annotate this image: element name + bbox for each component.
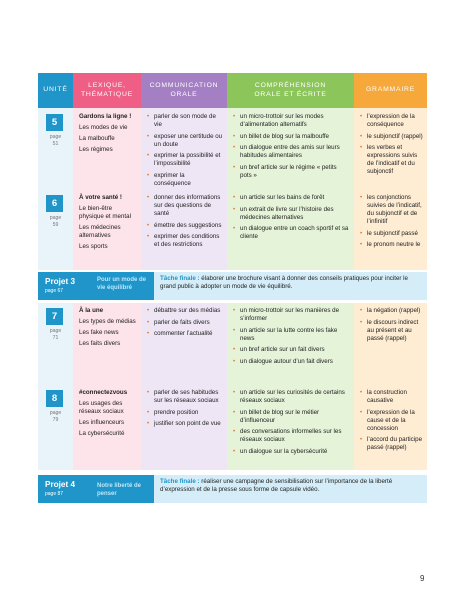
header-comprehension-line2: ORALE ET ÉCRITE	[254, 90, 327, 98]
header-comprehension-line1: COMPRÉHENSION	[254, 82, 327, 90]
unit-number-badge: 8	[46, 390, 63, 407]
lexique-item: Les influenceurs	[79, 419, 125, 427]
task-label: Tâche finale :	[160, 478, 200, 485]
header-unit-label: UNITÉ	[43, 86, 68, 94]
communication-item: • parler de ses habitudes sur les réseaux sociaux	[147, 389, 223, 405]
comprehension-item: • des conversations informelles sur les réseaux sociaux	[233, 428, 350, 444]
lexique-item: Les usages des réseaux sociaux	[79, 400, 124, 416]
communication-item: • émettre des suggestions	[147, 222, 223, 230]
projet-4-row	[38, 475, 427, 503]
unit-8-cell	[38, 385, 73, 470]
comprehension-item: • un billet de blog sur le métier d’influenceur	[233, 409, 350, 425]
lexique-item: Les médecines alternatives	[79, 224, 121, 240]
unit-5-comprehension	[227, 108, 354, 190]
unit-title: #connectezvous	[79, 389, 128, 396]
unit-number-badge: 7	[46, 308, 63, 325]
comprehension-item: • un dialogue entre des amis sur leurs habitudes alimentaires	[233, 144, 350, 160]
grammaire-item: • l’expression de la cause et de la concession	[360, 409, 424, 433]
communication-item: • commenter l’actualité	[147, 330, 223, 338]
unit-6-grammaire	[354, 190, 427, 270]
unit-page-ref: page 59	[49, 215, 62, 228]
unit-6-communication	[141, 190, 227, 270]
unit-7-grammaire	[354, 303, 427, 385]
projet-3-task	[154, 272, 427, 300]
comprehension-item: • un article sur les curiosités de certains réseaux sociaux	[233, 389, 350, 405]
comprehension-item: • un billet de blog sur la malbouffe	[233, 133, 350, 141]
comprehension-item: • un article sur la lutte contre les fake news	[233, 327, 350, 343]
comprehension-item: • un dialogue sur la cybersécurité	[233, 448, 350, 456]
projet-page: page 87	[45, 491, 64, 497]
unit-5-communication	[141, 108, 227, 190]
communication-item: • parler de faits divers	[147, 319, 223, 327]
comprehension-item: • un micro-trottoir sur les modes d’alimentation alternatifs	[233, 113, 350, 129]
projet-title: Notre liberté de penser	[97, 483, 142, 497]
header-communication	[141, 73, 227, 108]
projet-name: Projet 4	[45, 480, 76, 489]
communication-item: • exprimer la conséquence	[147, 172, 223, 188]
unit-page-ref: page 71	[49, 328, 62, 341]
unit-number-badge: 5	[46, 114, 63, 131]
unit-7-lexique	[73, 303, 141, 385]
communication-item: • donner des informations sur des questions de santé	[147, 194, 223, 218]
communication-item: • exprimer la possibilité et l’impossibilité	[147, 152, 223, 168]
lexique-item: Les fake news	[79, 329, 119, 337]
header-lexique	[73, 73, 141, 108]
projet-4-task	[154, 475, 427, 503]
grammaire-item: • le subjonctif (rappel)	[360, 133, 424, 141]
unit-7-comprehension	[227, 303, 354, 385]
header-grammaire	[354, 73, 427, 108]
grammaire-item: • la construction causative	[360, 389, 424, 405]
unit-7-cell	[38, 303, 73, 385]
communication-item: • prendre position	[147, 409, 223, 417]
communication-item: • parler de son mode de vie	[147, 113, 223, 129]
unit-8-communication	[141, 385, 227, 470]
lexique-item: Les régimes	[79, 146, 113, 154]
unit-6-comprehension	[227, 190, 354, 270]
header-comprehension	[227, 73, 354, 108]
communication-item: • exprimer des conditions et des restrictions	[147, 233, 223, 249]
unit-6-cell	[38, 190, 73, 270]
communication-item: • justifier son point de vue	[147, 420, 223, 428]
unit-5-cell	[38, 108, 73, 190]
unit-page-ref: page 51	[49, 134, 62, 147]
task-label: Tâche finale :	[160, 275, 200, 282]
grammaire-item: • le subjonctif passé	[360, 230, 424, 238]
unit-page-ref: page 79	[49, 410, 62, 423]
lexique-item: La malbouffe	[79, 135, 115, 143]
header-communication-line1: COMMUNICATION	[149, 82, 219, 90]
unit-8-comprehension	[227, 385, 354, 470]
communication-item: • débattre sur des médias	[147, 307, 223, 315]
projet-name: Projet 3	[45, 277, 76, 286]
projet-4-banner	[38, 475, 154, 503]
comprehension-item: • un extrait de livre sur l’histoire des médecines alternatives	[233, 206, 350, 222]
unit-title: Gardons la ligne !	[79, 113, 132, 120]
lexique-item: Le bien-être physique et mental	[79, 205, 131, 221]
lexique-item: Les sports	[79, 243, 108, 251]
comprehension-item: • un micro-trottoir sur les manières de s’informer	[233, 307, 350, 323]
comprehension-item: • un article sur les bains de forêt	[233, 194, 350, 202]
header-lexique-line1: LEXIQUE,	[88, 82, 126, 90]
lexique-item: Les types de médias	[79, 318, 136, 326]
comprehension-item: • un dialogue entre un coach sportif et sa cliente	[233, 225, 350, 241]
comprehension-item: • un bref article sur le régime « petits pots »	[233, 164, 350, 180]
header-unit	[38, 73, 73, 108]
grammaire-item: • le pronom neutre le	[360, 241, 424, 249]
grammaire-item: • la négation (rappel)	[360, 307, 424, 315]
task-text: réaliser une campagne de sensibilisation sur l’importance de la liberté d’expression et de la presse sous forme de capsule vidéo.	[160, 478, 393, 494]
projet-3-banner	[38, 272, 154, 300]
comprehension-item: • un bref article sur un fait divers	[233, 346, 350, 354]
unit-8-grammaire	[354, 385, 427, 470]
grammaire-item: • les verbes et expressions suivis de l’indicatif et du subjonctif	[360, 144, 424, 176]
unit-5-lexique	[73, 108, 141, 190]
projet-page: page 67	[45, 288, 64, 294]
unit-title: À la une	[79, 307, 104, 314]
projet-3-row	[38, 272, 427, 300]
unit-number-badge: 6	[46, 195, 63, 212]
lexique-item: Les modes de vie	[79, 124, 128, 132]
grammaire-item: • l’accord du participe passé (rappel)	[360, 436, 424, 452]
communication-item: • exposer une certitude ou un doute	[147, 133, 223, 149]
page-number: 9	[420, 574, 425, 583]
lexique-item: Les faits divers	[79, 340, 121, 348]
unit-5-grammaire	[354, 108, 427, 190]
task-text: élaborer une brochure visant à donner des conseils pratiques pour inciter le grand public à adopter un mode de vie équilibré.	[160, 275, 408, 291]
unit-7-communication	[141, 303, 227, 385]
comprehension-item: • un dialogue autour d’un fait divers	[233, 358, 350, 366]
header-grammaire-label: GRAMMAIRE	[365, 86, 416, 94]
grammaire-item: • le discours indirect au présent et au passé (rappel)	[360, 319, 424, 343]
unit-6-lexique	[73, 190, 141, 270]
projet-title: Pour un mode de vie équilibré	[97, 277, 147, 291]
unit-title: À votre santé !	[79, 194, 122, 201]
lexique-item: La cybersécurité	[79, 430, 125, 438]
unit-8-lexique	[73, 385, 141, 470]
header-lexique-line2: THÉMATIQUE	[80, 90, 134, 98]
grammaire-item: • les conjonctions suivies de l’indicatif, du subjonctif et de l’infinitif	[360, 194, 424, 226]
grammaire-item: • l’expression de la conséquence	[360, 113, 424, 129]
header-communication-line2: ORALE	[170, 90, 198, 98]
